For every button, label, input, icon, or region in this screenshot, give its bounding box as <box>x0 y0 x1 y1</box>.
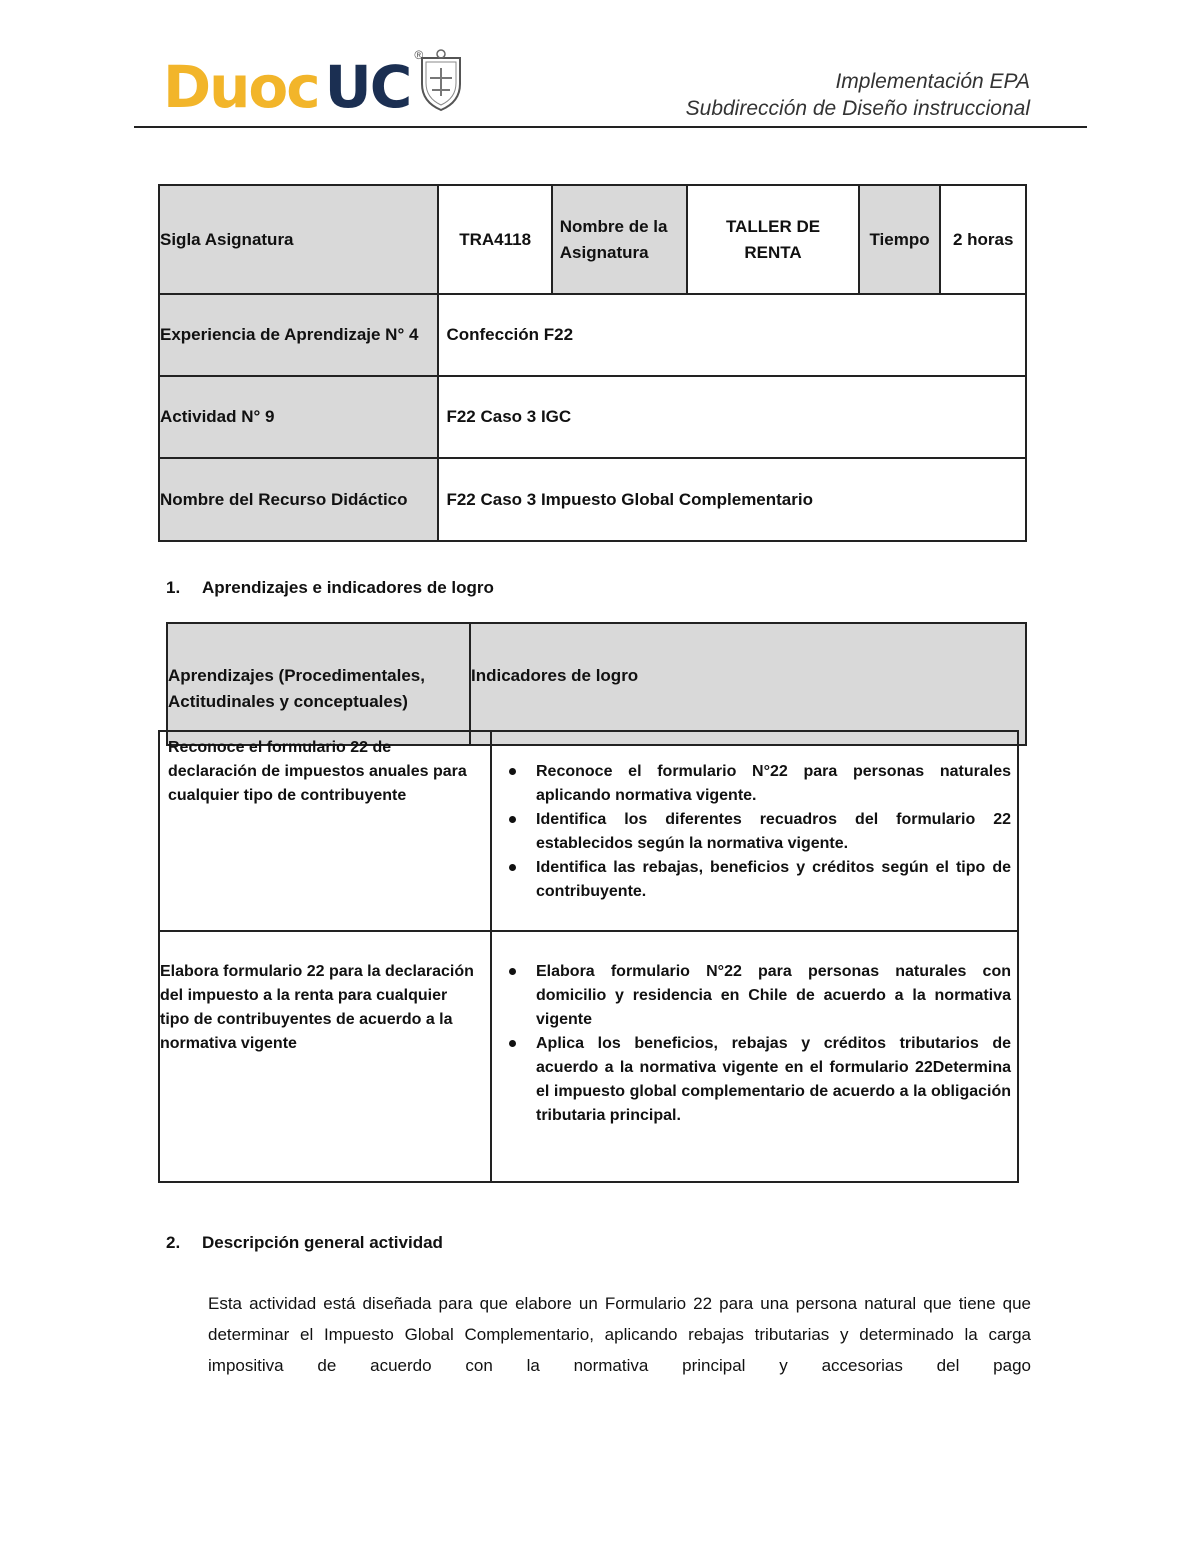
header-divider <box>134 126 1087 128</box>
nombre-value: TALLER DE RENTA <box>725 216 821 262</box>
registered-mark: ® <box>414 48 424 62</box>
aprendizaje-text: Elabora formulario 22 para la declaración del impuesto a la renta para cualquier tipo de contribuyentes de acuerdo a la normativa vigente <box>160 963 474 1052</box>
sigla-value: TRA4118 <box>459 229 532 249</box>
aprendizaje-cell <box>159 931 491 1182</box>
aprendizaje-text: Reconoce el formulario 22 de declaración de impuestos anuales para cualquier tipo de contribuyente <box>168 739 467 804</box>
aprendizajes-header: Aprendizajes (Procedimentales, Actitudinales y conceptuales) <box>168 666 425 711</box>
tiempo-label: Tiempo <box>869 229 930 249</box>
nombre-label-cell <box>552 185 688 294</box>
experiencia-label-cell <box>159 294 438 376</box>
recurso-label: Nombre del Recurso Didáctico <box>160 489 408 509</box>
recurso-label-cell <box>159 458 438 541</box>
duoc-uc-logo <box>163 44 424 121</box>
table-row <box>159 931 1018 1182</box>
section-2-title: Descripción general actividad <box>202 1233 443 1252</box>
actividad-label: Actividad N° 9 <box>160 407 275 426</box>
experiencia-value-cell <box>438 294 1026 376</box>
aprendizajes-header-cell <box>167 623 470 745</box>
university-seal-icon <box>416 48 466 112</box>
actividad-value-cell <box>438 376 1026 458</box>
actividad-label-cell <box>159 376 438 458</box>
indicadores-header: Indicadores de logro <box>471 666 639 685</box>
sigla-label-cell <box>159 185 438 294</box>
course-info-table <box>158 184 1027 542</box>
tiempo-value: 2 horas <box>952 229 1014 249</box>
indicadores-header-cell <box>470 623 1026 745</box>
header-subtitle <box>686 68 1030 122</box>
activity-description: Esta actividad está diseñada para que elabore un Formulario 22 para una persona natural que tiene que determinar el Impuesto Global Complementario, aplicando rebajas tributarias y determinado la carga impositiva de acuerdo con la normativa principal y accesorias del pago <box>208 1294 1031 1375</box>
section-1-heading <box>166 578 494 598</box>
section-1-number: 1. <box>166 578 181 597</box>
recurso-value-cell <box>438 458 1026 541</box>
nombre-value-cell <box>687 185 858 294</box>
section-1-title: Aprendizajes e indicadores de logro <box>202 578 494 597</box>
header-line-2: Subdirección de Diseño instruccional <box>685 97 1030 120</box>
section-2-number: 2. <box>166 1233 181 1252</box>
learning-table-header <box>166 622 1027 746</box>
list-item: Elabora formulario N°22 para personas naturales con domicilio y residencia en Chile de acuerdo a la normativa vigente <box>500 960 1011 1032</box>
nombre-label: Nombre de la Asignatura <box>559 216 668 262</box>
experiencia-value: Confección F22 <box>446 325 574 344</box>
indicadores-list <box>500 960 1011 1128</box>
indicadores-cell <box>491 931 1018 1182</box>
sigla-value-cell <box>438 185 551 294</box>
section-2-heading <box>166 1233 443 1253</box>
recurso-value: F22 Caso 3 Impuesto Global Complementario <box>446 489 813 509</box>
actividad-value: F22 Caso 3 IGC <box>446 407 572 426</box>
logo-text-uc: UC <box>324 53 411 121</box>
logo-text-duoc: Duoc <box>163 53 319 121</box>
learning-table <box>158 730 1019 1183</box>
header-line-1: Implementación EPA <box>835 70 1030 93</box>
experiencia-label: Experiencia de Aprendizaje N° 4 <box>160 325 419 344</box>
list-item: Identifica las rebajas, beneficios y créditos según el tipo de contribuyente. <box>500 856 1011 904</box>
indicadores-cell <box>491 731 1018 931</box>
indicadores-list <box>500 760 1011 904</box>
tiempo-label-cell <box>859 185 941 294</box>
table-row <box>159 731 1018 931</box>
list-item: Aplica los beneficios, rebajas y créditos tributarios de acuerdo a la normativa vigente en el formulario 22Determina el impuesto global complementario de acuerdo a la obligación tributaria principal. <box>500 1032 1011 1128</box>
tiempo-value-cell <box>940 185 1026 294</box>
aprendizaje-cell <box>159 731 491 931</box>
list-item: Identifica los diferentes recuadros del formulario 22 establecidos según la normativa vigente. <box>500 808 1011 856</box>
list-item: Reconoce el formulario N°22 para personas naturales aplicando normativa vigente. <box>500 760 1011 808</box>
sigla-label: Sigla Asignatura <box>160 229 294 249</box>
